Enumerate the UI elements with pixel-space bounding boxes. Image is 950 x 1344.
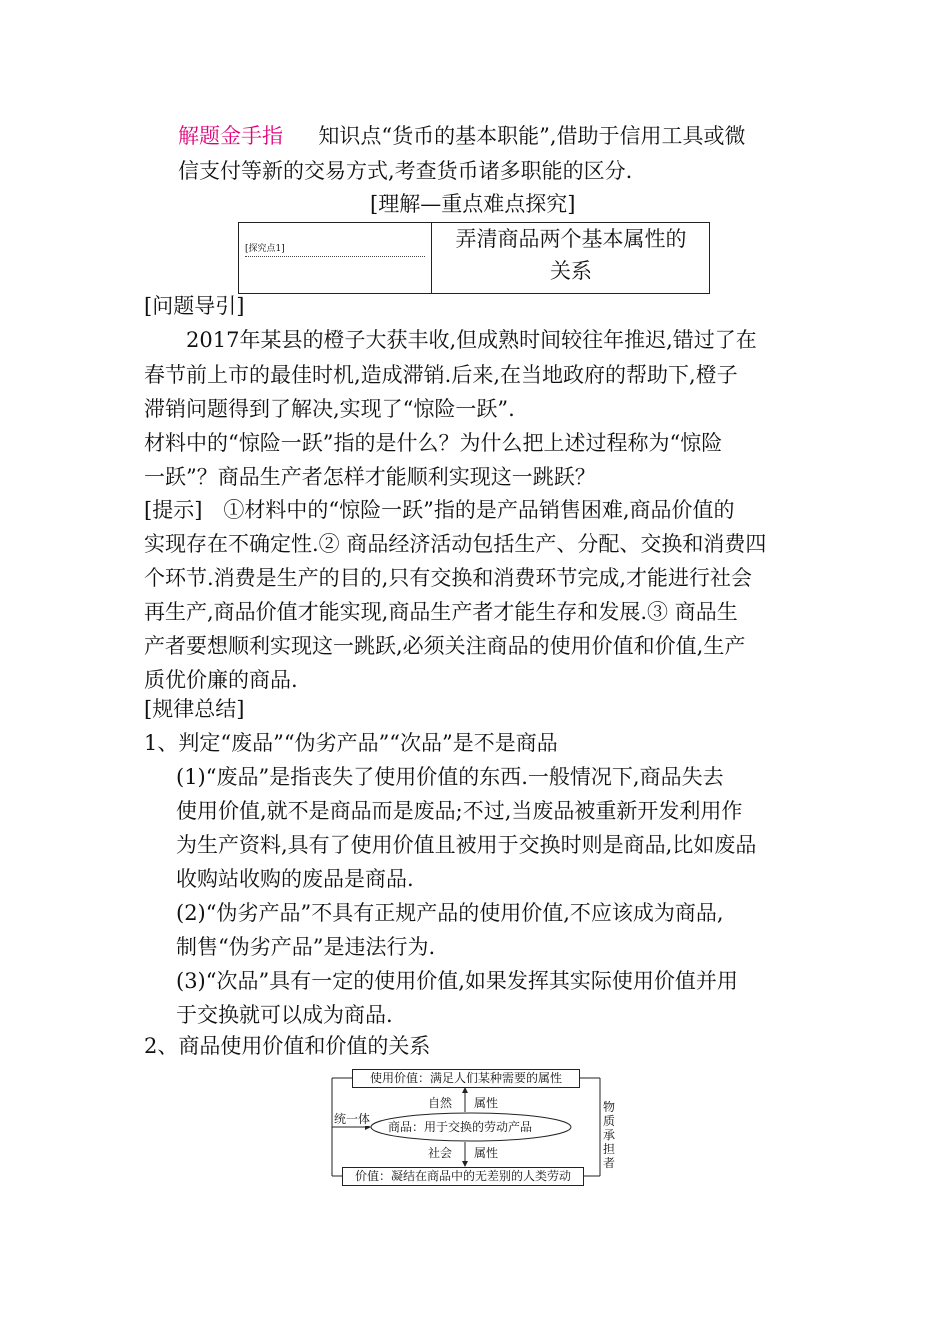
hint-line: 产者要想顺利实现这一跳跃,必须关注商品的使用价值和价值,生产: [144, 634, 746, 658]
summary-item-1-title: 1、判定“废品”“伪劣产品”“次品”是不是商品: [144, 731, 558, 755]
explore-point-title: [432, 223, 710, 293]
section-title: [理解—重点难点探究]: [370, 192, 576, 216]
hint-line: 个环节.消费是生产的目的,只有交换和消费环节完成,才能进行社会: [144, 566, 753, 590]
guide-line: 2017年某县的橙子大获丰收,但成熟时间较往年推迟,错过了在: [186, 328, 757, 352]
use-value-box: 使用价值：满足人们某种需要的属性: [352, 1069, 580, 1088]
guide-line: 材料中的“惊险一跃”指的是什么？为什么把上述过程称为“惊险: [144, 431, 723, 455]
hint-line: 再生产,商品价值才能实现,商品生产者才能生存和发展.③ 商品生: [144, 600, 738, 624]
explore-title-line-1: 弄清商品两个基本属性的: [455, 227, 687, 251]
explore-point-cell: [239, 223, 432, 293]
value-box: 价值：凝结在商品中的无差别的人类劳动: [342, 1167, 584, 1186]
summary-item-1-line: 收购站收购的废品是商品.: [176, 867, 414, 891]
guide-line: 一跃”？商品生产者怎样才能顺利实现这一跳跃？: [144, 465, 596, 489]
dotted-divider: [245, 256, 425, 257]
intro-tag: 解题金手指: [178, 124, 283, 148]
material-carrier-label: 物质承担者: [603, 1100, 616, 1170]
guide-heading: [问题导引]: [144, 294, 245, 318]
intro-text-1: 知识点“货币的基本职能”,借助于信用工具或微: [318, 124, 746, 148]
explore-point-tag: [探究点1]: [245, 244, 285, 254]
value-relation-diagram: [324, 1066, 629, 1190]
explore-point-table: [238, 222, 710, 294]
intro-line-1: [178, 121, 746, 151]
natural-label: 自然: [428, 1096, 453, 1110]
attribute-label-bottom: 属性: [474, 1146, 499, 1160]
summary-item-1-line: (3)“次品”具有一定的使用价值,如果发挥其实际使用价值并用: [176, 969, 738, 993]
summary-item-1-line: 为生产资料,具有了使用价值且被用于交换时则是商品,比如废品: [176, 833, 757, 857]
unity-label: 统一体: [334, 1112, 371, 1126]
summary-item-1-line: (1)“废品”是指丧失了使用价值的东西.一般情况下,商品失去: [176, 765, 724, 789]
guide-line: 滞销问题得到了解决,实现了“惊险一跃”.: [144, 397, 515, 421]
attribute-label-top: 属性: [474, 1096, 499, 1110]
guide-line: 春节前上市的最佳时机,造成滞销.后来,在当地政府的帮助下,橙子: [144, 363, 738, 387]
summary-item-1-line: (2)“伪劣产品”不具有正规产品的使用价值,不应该成为商品,: [176, 901, 724, 925]
commodity-center: 商品：用于交换的劳动产品: [388, 1120, 533, 1134]
summary-heading: [规律总结]: [144, 697, 245, 721]
summary-item-2-title: 2、商品使用价值和价值的关系: [144, 1034, 431, 1058]
hint-line: 实现存在不确定性.② 商品经济活动包括生产、分配、交换和消费四: [144, 532, 767, 556]
hint-line: 质优价廉的商品.: [144, 668, 298, 692]
social-label: 社会: [428, 1146, 453, 1160]
summary-item-1-line: 使用价值,就不是商品而是废品;不过,当废品被重新开发利用作: [176, 799, 743, 823]
summary-item-1-line: 制售“伪劣产品”是违法行为.: [176, 935, 436, 959]
intro-line-2: 信支付等新的交易方式,考查货币诸多职能的区分.: [178, 159, 633, 183]
summary-item-1-line: 于交换就可以成为商品.: [176, 1003, 393, 1027]
explore-title-line-2: 关系: [550, 259, 592, 283]
hint-line: [提示] ①材料中的“惊险一跃”指的是产品销售困难,商品价值的: [144, 498, 735, 522]
